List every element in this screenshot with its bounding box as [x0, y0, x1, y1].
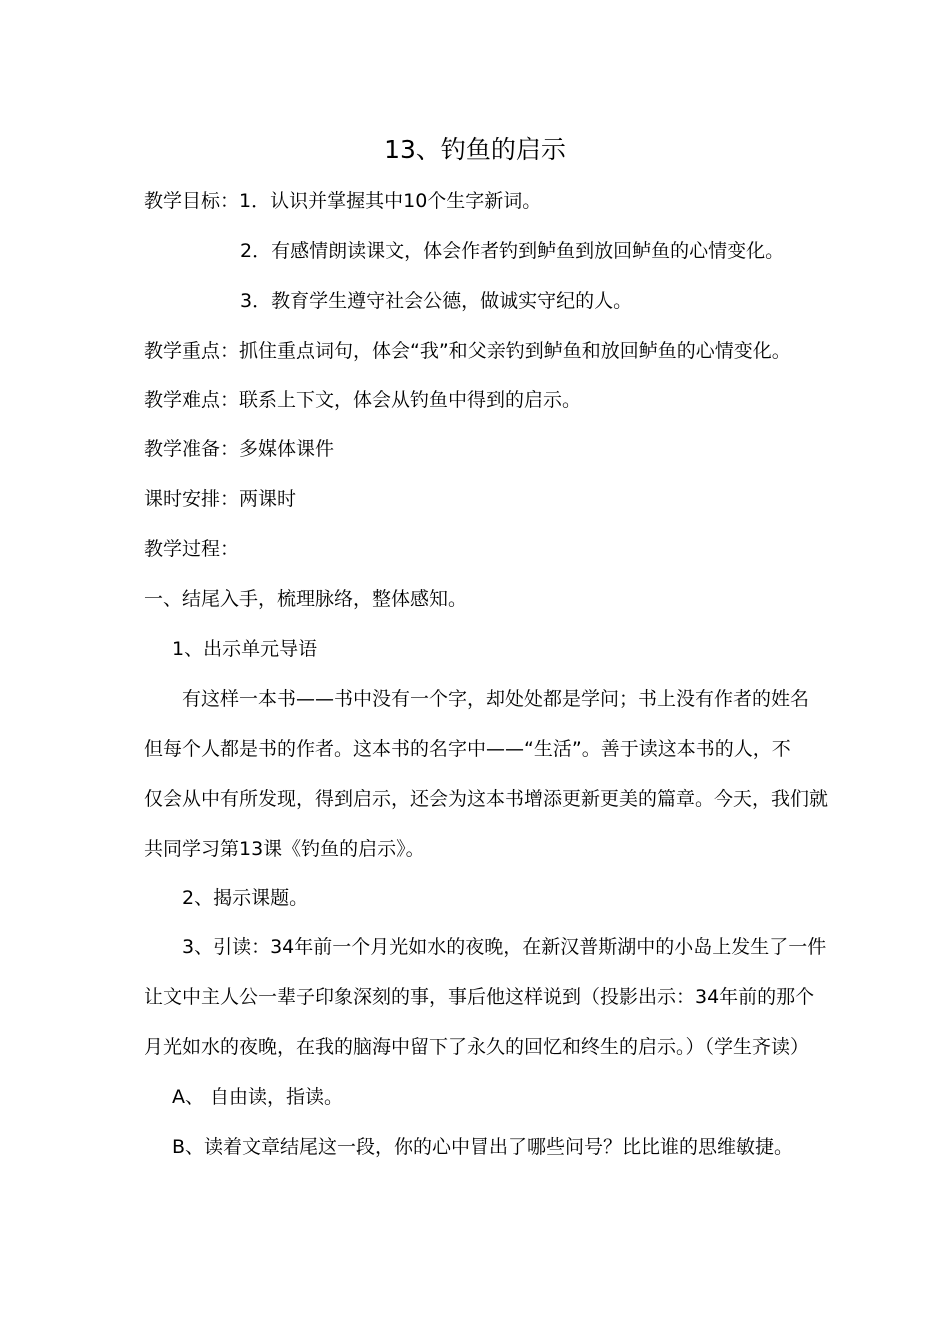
objectives-line-1	[144, 186, 541, 216]
schedule: 课时安排：两课时	[144, 488, 297, 510]
preparation: 教学准备：多媒体课件	[144, 438, 335, 460]
paragraph-3-line-1: 3、引读：34年前一个月光如水的夜晚，在新汉普斯湖中的小岛上发生了一件	[182, 936, 827, 958]
key-points: 教学重点：抓住重点词句，体会“我”和父亲钓到鲈鱼和放回鲈鱼的心情变化。	[144, 340, 791, 362]
objective-item-3: 3．教育学生遵守社会公德，做诚实守纪的人。	[240, 290, 633, 312]
paragraph-1-line-2: 但每个人都是书的作者。这本书的名字中——“生活”。善于读这本书的人，不	[144, 738, 791, 760]
process-heading: 教学过程：	[144, 538, 240, 560]
lesson-title: 13、钓鱼的启示	[384, 135, 566, 164]
objectives-label: 教学目标：	[144, 190, 240, 212]
step-1: 1、出示单元导语	[172, 638, 318, 660]
paragraph-3-line-3: 月光如水的夜晚，在我的脑海中留下了永久的回忆和终生的启示。）（学生齐读）	[144, 1036, 810, 1058]
paragraph-1-line-3: 仅会从中有所发现，得到启示，还会为这本书增添更新更美的篇章。今天，我们就	[144, 788, 829, 810]
paragraph-1-line-1: 有这样一本书——书中没有一个字，却处处都是学问；书上没有作者的姓名	[182, 688, 810, 710]
sub-item-a: A、 自由读，指读。	[172, 1086, 344, 1108]
section-1-heading: 一、结尾入手，梳理脉络，整体感知。	[144, 588, 468, 610]
paragraph-1-line-4: 共同学习第13课《钓鱼的启示》。	[144, 838, 425, 860]
objective-item-2: 2．有感情朗读课文，体会作者钓到鲈鱼到放回鲈鱼的心情变化。	[240, 240, 785, 262]
objective-item-1: 1．认识并掌握其中10个生字新词。	[239, 190, 542, 212]
difficulty: 教学难点：联系上下文，体会从钓鱼中得到的启示。	[144, 389, 582, 411]
step-2: 2、揭示课题。	[182, 887, 309, 909]
sub-item-b: B、读着文章结尾这一段，你的心中冒出了哪些问号？比比谁的思维敏捷。	[172, 1136, 794, 1158]
paragraph-3-line-2: 让文中主人公一辈子印象深刻的事，事后他这样说到（投影出示：34年前的那个	[144, 986, 815, 1008]
